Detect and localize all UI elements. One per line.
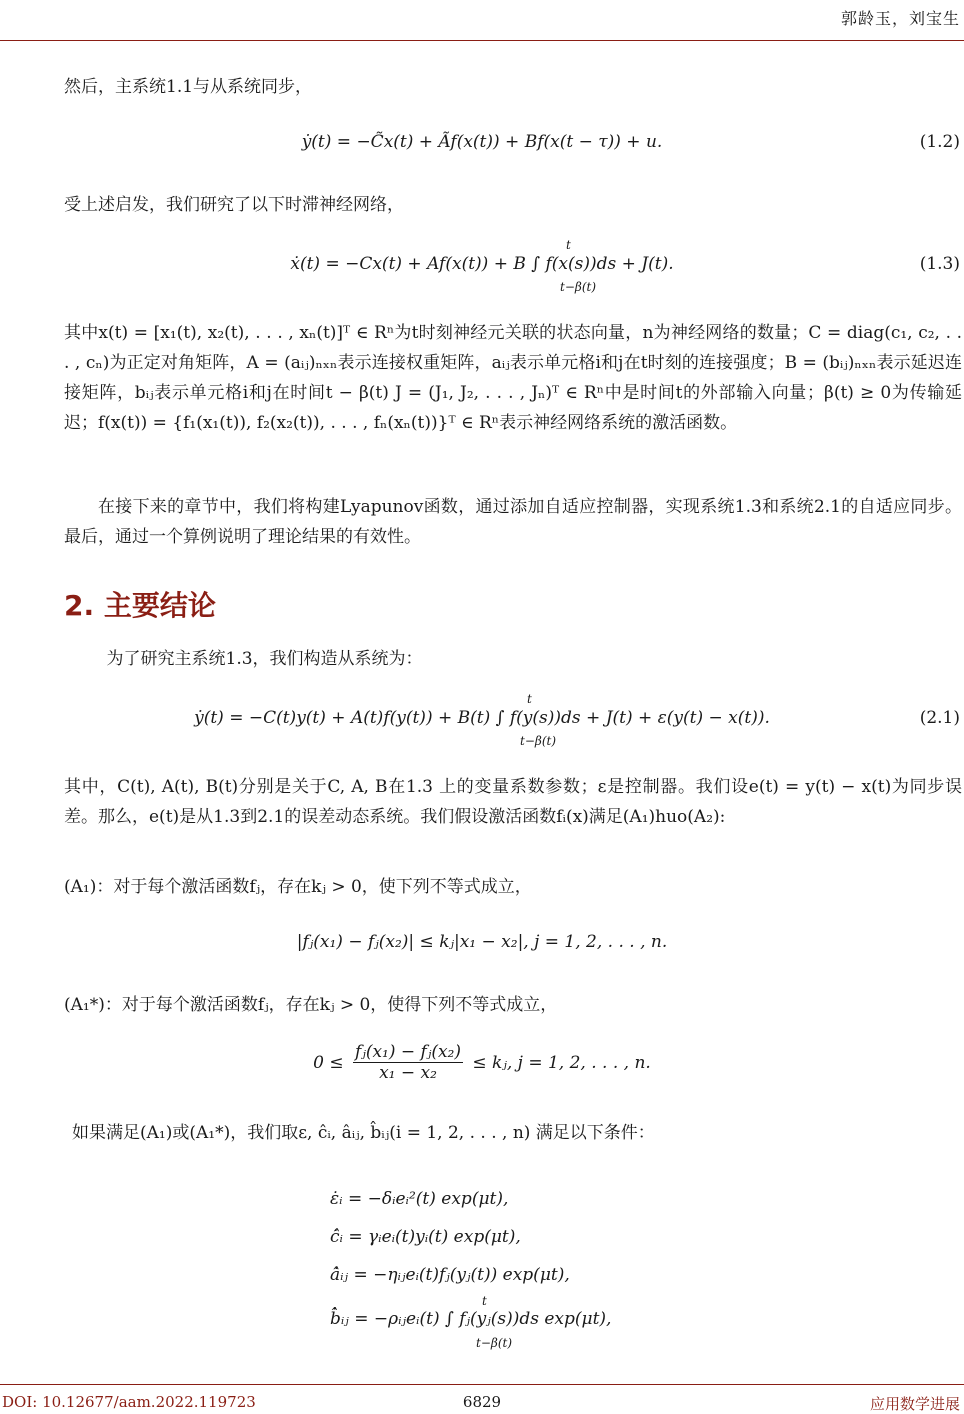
integral-upper-limit-2-1: t: [527, 692, 532, 706]
section-title: 2. 主要结论: [64, 589, 216, 622]
equation-number-1-3: (1.3): [919, 254, 960, 274]
equation-1-3: [0, 254, 964, 274]
adaptive-law-epsilon: ε̇ᵢ = −δᵢeᵢ²(t) exp(μt),: [330, 1189, 509, 1209]
adaptive-law-block: [330, 1180, 611, 1338]
paragraph-outline: 在接下来的章节中，我们将构建Lyapunov函数，通过添加自适应控制器，实现系统1.3和系统2.1的自适应同步。最后，通过一个算例说明了理论结果的有效性。: [64, 497, 962, 547]
integral-lower-limit-1-3: t−β(t): [560, 280, 596, 294]
fraction-left: 0 ≤: [313, 1052, 344, 1073]
paragraph-notation: 其中x(t) = [x₁(t), x₂(t), . . . , xₙ(t)]ᵀ ∈ Rⁿ为t时刻神经元关联的状态向量，n为神经网络的数量；C = diag(c₁, c₂, . . . , cₙ)为正定对角矩阵，A = (aᵢⱼ)ₙₓₙ表示连接权重矩阵，aᵢⱼ表示单元格i和j在t时刻的连接强度；B = (bᵢⱼ)ₙₓₙ表示延迟连接矩阵，bᵢⱼ表示单元格i和j在时间t − β(t) J = (J₁, J₂, . . . , Jₙ)ᵀ ∈ Rⁿ中是时间t的外部输入向量；β(t) ≥ 0为传输延迟；f(x(t)) = {f₁(x₁(t)), f₂(x₂(t)), . . . , fₙ(xₙ(t))}ᵀ ∈ Rⁿ表示神经网络系统的激活函数。: [64, 323, 962, 433]
equation-lipschitz: |fⱼ(x₁) − fⱼ(x₂)| ≤ kⱼ|x₁ − x₂|, j = 1, 2, . . . , n.: [296, 932, 668, 952]
fraction: [353, 1042, 463, 1083]
paragraph-error-system: 其中，C(t), A(t), B(t)分别是关于C, A, B在1.3 上的变量系数参数；ε是控制器。我们设e(t) = y(t) − x(t)为同步误差。那么，e(t)是从1.3到2.1的误差动态系统。我们假设激活函数fᵢ(x)满足(A₁)huo(A₂):: [64, 777, 962, 827]
footer-journal-name[interactable]: 应用数学进展: [869, 1395, 960, 1413]
paragraph-sync-intro: 然后，主系统1.1与从系统同步，: [64, 77, 313, 97]
equation-2-1-body: ẏ(t) = −C(t)y(t) + A(t)f(y(t)) + B(t) ∫ f(y(s))ds + J(t) + ε(y(t) − x(t)).: [194, 708, 770, 728]
adaptive-law-a: â̇ᵢⱼ = −ηᵢⱼeᵢ(t)fⱼ(yⱼ(t)) exp(μt),: [330, 1265, 570, 1285]
header-rule: [0, 40, 964, 41]
fraction-numerator: fⱼ(x₁) − fⱼ(x₂): [355, 1042, 461, 1062]
equation-1-2-body: ẏ(t) = −C̃x(t) + Ãf(x(t)) + Bf(x(t − τ)) + u.: [301, 132, 663, 152]
equation-fraction-condition: [0, 1042, 964, 1083]
equation-number-1-2: (1.2): [919, 132, 960, 152]
equation-1-3-body: ẋ(t) = −Cx(t) + Af(x(t)) + B ∫ f(x(s))ds + J(t).: [290, 254, 674, 274]
paragraph-motivation: 受上述启发，我们研究了以下时滞神经网络，: [64, 195, 404, 215]
integral-upper-limit-adaptive: t: [482, 1294, 487, 1308]
fraction-right: ≤ kⱼ, j = 1, 2, . . . , n.: [472, 1052, 651, 1073]
integral-upper-limit-1-3: t: [566, 238, 571, 252]
footer-doi[interactable]: DOI: 10.12677/aam.2022.119723: [2, 1393, 256, 1411]
adaptive-law-c: ĉ̇ᵢ = γᵢeᵢ(t)yᵢ(t) exp(μt),: [330, 1227, 521, 1247]
integral-lower-limit-2-1: t−β(t): [520, 734, 556, 748]
equation-1-2: [0, 132, 964, 152]
assumption-a1-star: (A₁*)：对于每个激活函数fⱼ，存在kⱼ > 0，使得下列不等式成立，: [64, 995, 558, 1015]
equation-2-1: [0, 708, 964, 728]
assumption-a1: (A₁)：对于每个激活函数fⱼ，存在kⱼ > 0，使下列不等式成立，: [64, 877, 532, 897]
running-header-authors: 郭龄玉，刘宝生: [840, 9, 960, 28]
fraction-denominator: x₁ − x₂: [379, 1063, 437, 1083]
paragraph-adaptive-laws: 如果满足(A₁)或(A₁*)，我们取ε, ĉᵢ, âᵢⱼ, b̂ᵢⱼ(i = 1, 2, . . . , n) 满足以下条件：: [72, 1123, 655, 1143]
footer-rule: [0, 1384, 964, 1385]
footer-page-number: 6829: [462, 1393, 502, 1411]
equation-number-2-1: (2.1): [919, 708, 960, 728]
adaptive-law-b: b̂̇ᵢⱼ = −ρᵢⱼeᵢ(t) ∫ fⱼ(yⱼ(s))ds exp(μt),: [330, 1309, 612, 1329]
integral-lower-limit-adaptive: t−β(t): [476, 1336, 512, 1350]
paragraph-slave-system: 为了研究主系统1.3，我们构造从系统为：: [106, 649, 423, 669]
